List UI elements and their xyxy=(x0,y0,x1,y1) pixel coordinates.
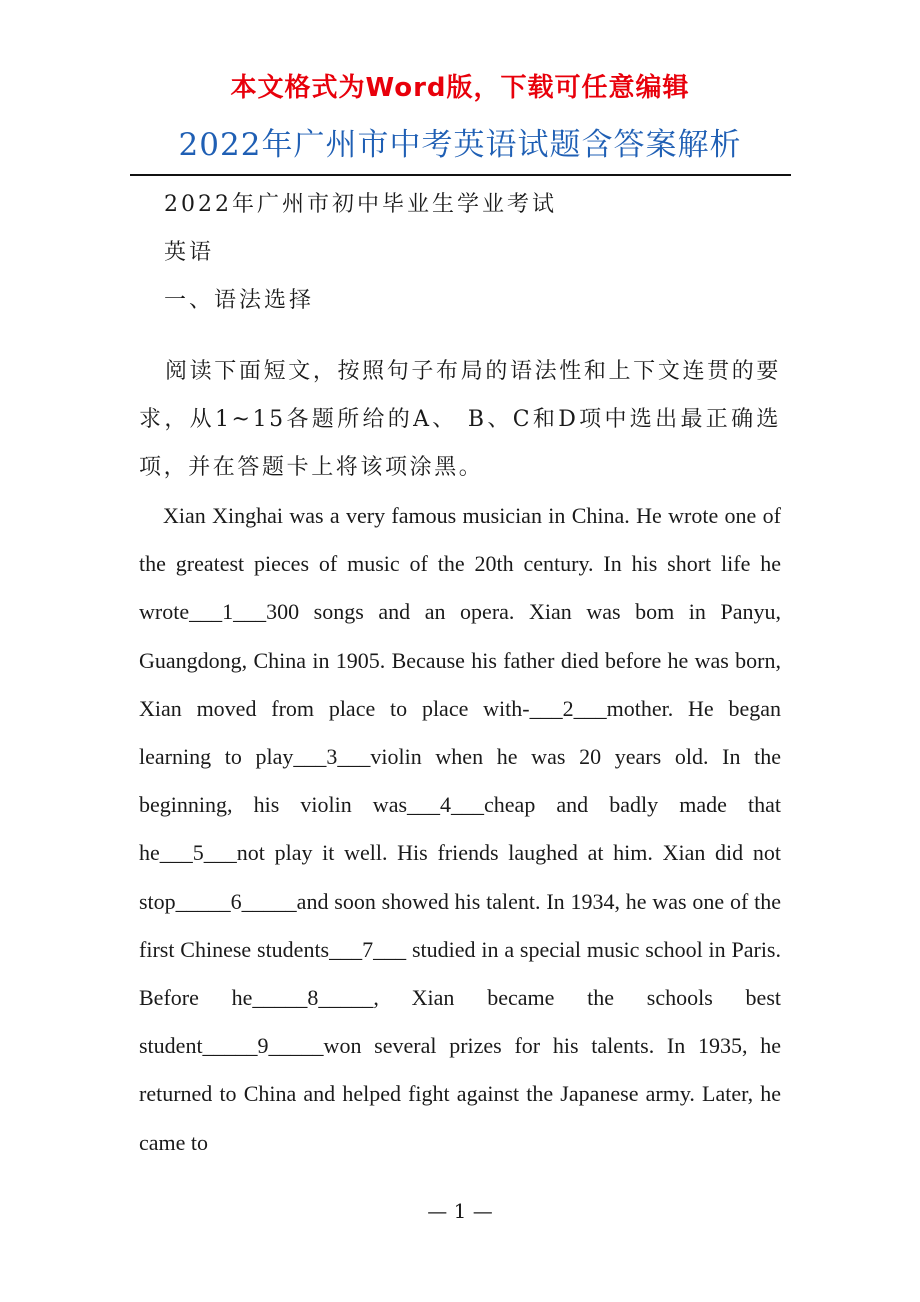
subject-label: 英语 xyxy=(164,240,215,265)
title-divider xyxy=(130,174,791,176)
page-number: — 1 — xyxy=(427,1199,493,1223)
exam-name: 2022年广州市初中毕业生学业考试 xyxy=(164,192,557,217)
reading-passage: Xian Xinghai was a very famous musician in China. He wrote one of the greatest pieces of music of the 20th century. In his short life he wrote___1___300 songs and an opera. Xian was bom in Panyu, Guangdong, China in 1905. Because his father died before he was born, Xian moved from place to place with-___2___mother. He began learning to play___3___violin when he was 20 years old. In the beginning, his violin was___4___cheap and badly made that he___5___not play it well. His friends laughed at him. Xian did not stop_____6_____and soon showed his talent. In 1934, he was one of the first Chinese students___7___ studied in a special music school in Paris. Before he_____8_____, Xian became the schools best student_____9_____won several prizes for his talents. In 1935, he returned to China and helped fight against the Japanese army. Later, he came to xyxy=(139,503,781,1155)
document-title: 2022年广州市中考英语试题含答案解析 xyxy=(178,127,742,163)
section-heading: 一、语法选择 xyxy=(164,288,315,313)
format-notice: 本文格式为Word版，下载可任意编辑 xyxy=(230,73,690,103)
instruction-paragraph: 阅读下面短文，按照句子布局的语法性和上下文连贯的要求，从1~15各题所给的A、 B、C和D项中选出最正确选项，并在答题卡上将该项涂黑。 xyxy=(139,359,781,480)
